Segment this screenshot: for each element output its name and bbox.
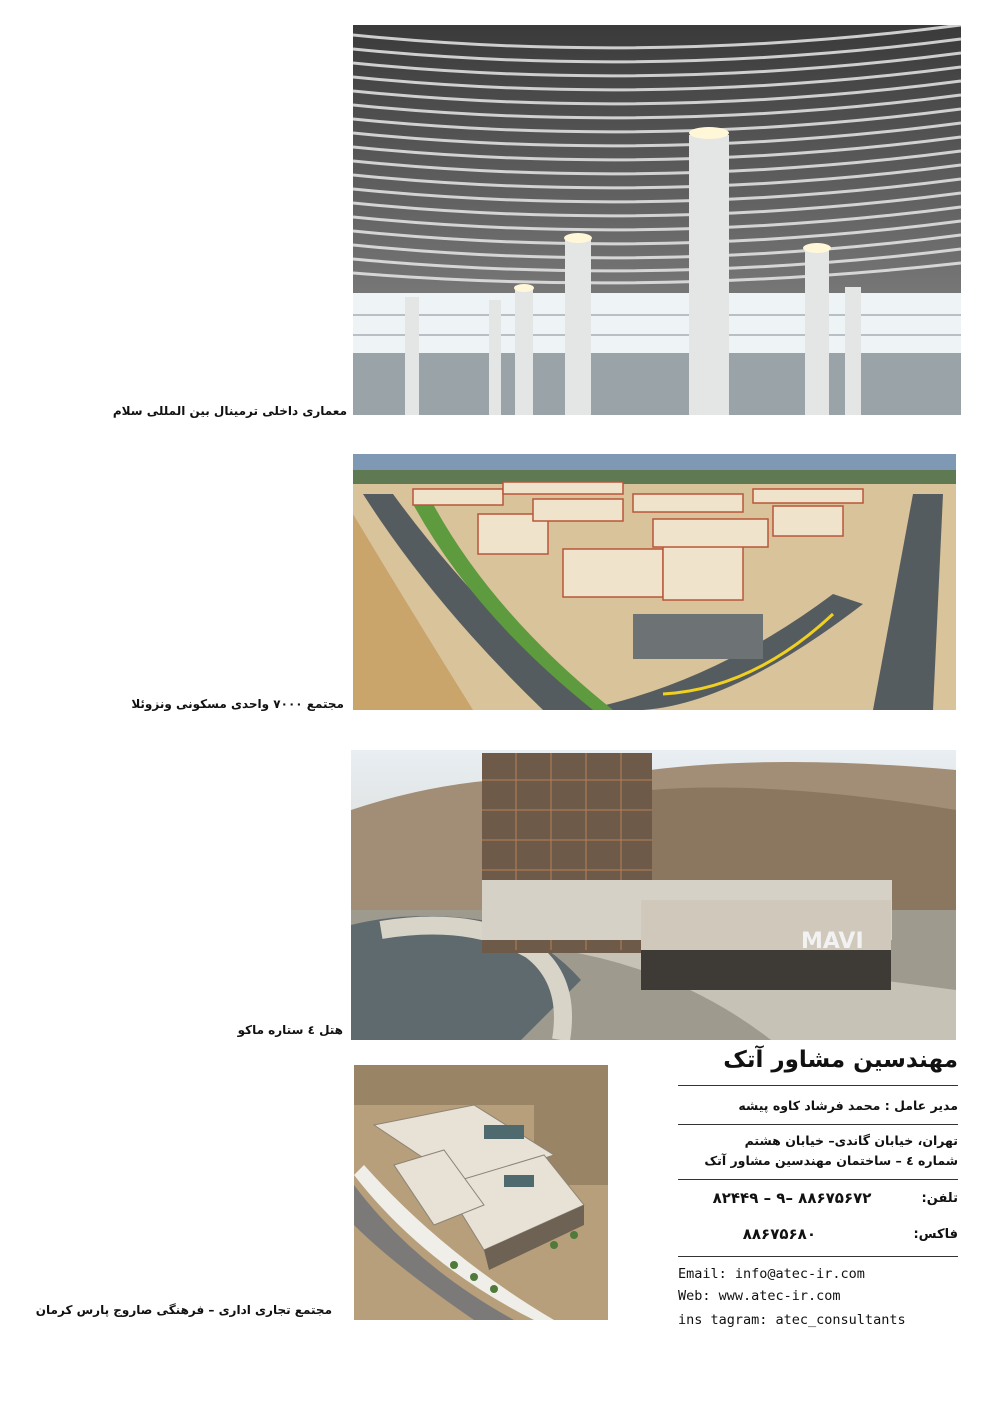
project-caption-hotel: هتل ٤ ستاره ماکو: [237, 1023, 343, 1037]
contact-panel: [678, 1045, 958, 1328]
email-text[interactable]: Email: info@atec-ir.com: [678, 1266, 865, 1282]
fax-row: [678, 1220, 958, 1248]
phone-number: ۸۲۴۴۹ – ۹– ۸۸۶۷۵۶۷۲: [712, 1189, 872, 1207]
phone-row: [678, 1184, 958, 1212]
residential-complex-photo: [353, 454, 956, 710]
fax-number: ۸۸۶۷۵۶۸۰: [742, 1225, 816, 1243]
airport-terminal-photo: [353, 25, 961, 415]
address-line-2: شماره ٤ – ساختمان مهندسین مشاور آتک: [704, 1153, 958, 1168]
fax-label: فاکس:: [913, 1226, 958, 1242]
divider: [678, 1256, 958, 1257]
managing-director: مدیر عامل : محمد فرشاد کاوه پیشه: [738, 1098, 958, 1113]
divider: [678, 1085, 958, 1086]
instagram-text[interactable]: ins tagram: atec_consultants: [678, 1312, 906, 1328]
project-caption-terminal: معماری داخلی ترمینال بین المللی سلام: [112, 404, 347, 418]
web-text[interactable]: Web: www.atec-ir.com: [678, 1288, 841, 1304]
divider: [678, 1179, 958, 1180]
company-name: مهندسین مشاور آتک: [723, 1047, 958, 1073]
phone-label: تلفن:: [921, 1190, 958, 1206]
project-caption-commercial: مجتمع تجاری اداری – فرهنگی صاروج پارس کرمان: [35, 1303, 332, 1317]
address-line-1: تهران، خیابان گاندی– خیابان هشتم: [744, 1133, 958, 1148]
project-caption-residential: مجتمع ۷۰۰۰ واحدی مسکونی ونزوئلا: [131, 697, 344, 711]
hotel-sign-text: MAVI: [801, 929, 864, 954]
commercial-complex-photo: [354, 1065, 608, 1320]
divider: [678, 1124, 958, 1125]
hotel-photo: [351, 750, 956, 1040]
